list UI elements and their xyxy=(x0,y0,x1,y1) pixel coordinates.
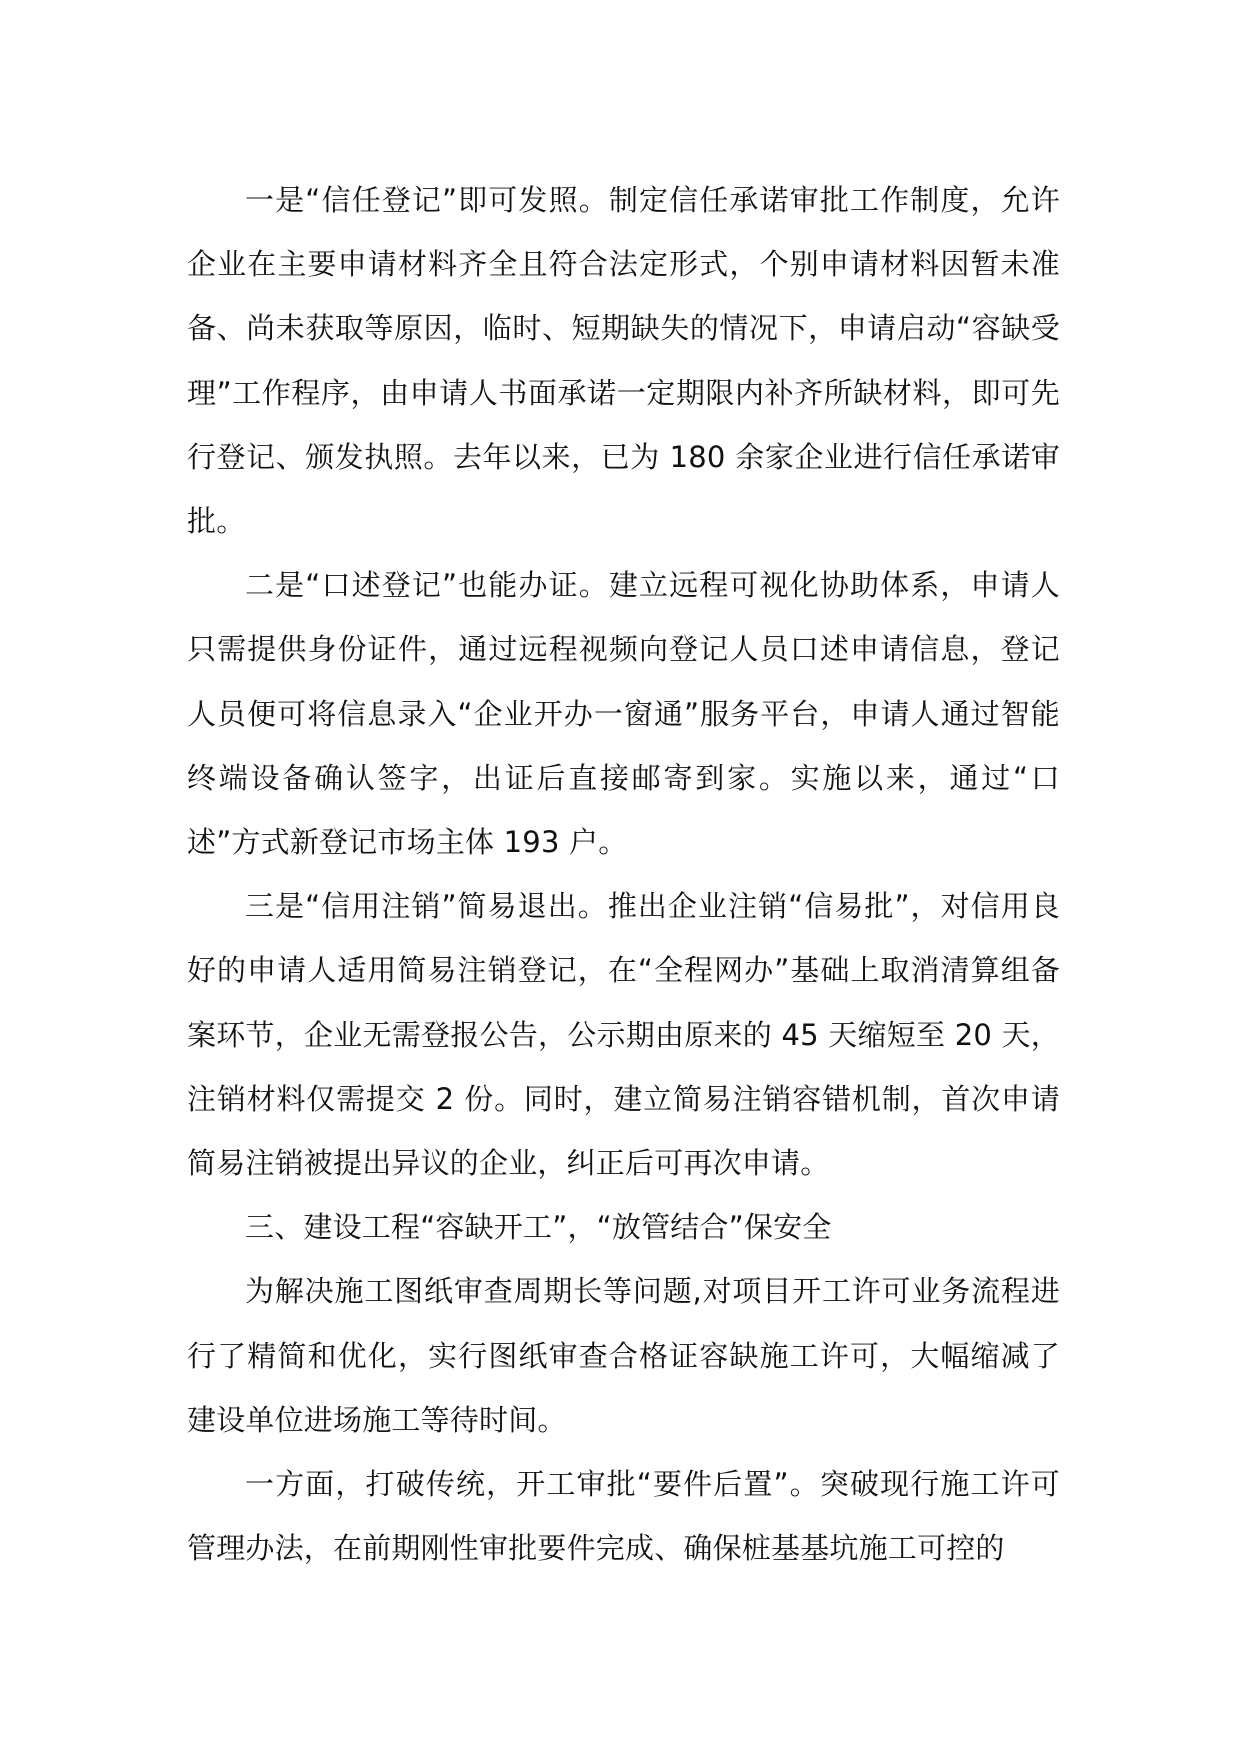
document-body xyxy=(187,168,1060,1580)
paragraph-credit-deregistration: 三是“信用注销”简易退出。推出企业注销“信易批”，对信用良好的申请人适用简易注销登记，在“全程网办”基础上取消清算组备案环节，企业无需登报公告，公示期由原来的 45 天缩短至 20 天，注销材料仅需提交 2 份。同时，建立简易注销容错机制，首次申请简易注销被提出异议的企业，纠正后可再次申请。 xyxy=(187,889,1060,1181)
paragraph-drawing-review: 为解决施工图纸审查周期长等问题,对项目开工许可业务流程进行了精简和优化，实行图纸审查合格证容缺施工许可，大幅缩减了建设单位进场施工等待时间。 xyxy=(187,1274,1060,1437)
paragraph-trust-registration: 一是“信任登记”即可发照。制定信任承诺审批工作制度，允许企业在主要申请材料齐全且符合法定形式，个别申请材料因暂未准备、尚未获取等原因，临时、短期缺失的情况下，申请启动“容缺受理”工作程序，由申请人书面承诺一定期限内补齐所缺材料，即可先行登记、颁发执照。去年以来，已为 180 余家企业进行信任承诺审批。 xyxy=(187,183,1060,539)
section-heading-construction: 三、建设工程“容缺开工”，“放管结合”保安全 xyxy=(245,1210,832,1245)
paragraph-oral-registration: 二是“口述登记”也能办证。建立远程可视化协助体系，申请人只需提供身份证件，通过远程视频向登记人员口述申请信息，登记人员便可将信息录入“企业开办一窗通”服务平台，申请人通过智能终端设备确认签字，出证后直接邮寄到家。实施以来，通过“口述”方式新登记市场主体 193 户。 xyxy=(187,568,1060,860)
paragraph-break-tradition: 一方面，打破传统，开工审批“要件后置”。突破现行施工许可管理办法，在前期刚性审批要件完成、确保桩基基坑施工可控的 xyxy=(187,1467,1060,1566)
